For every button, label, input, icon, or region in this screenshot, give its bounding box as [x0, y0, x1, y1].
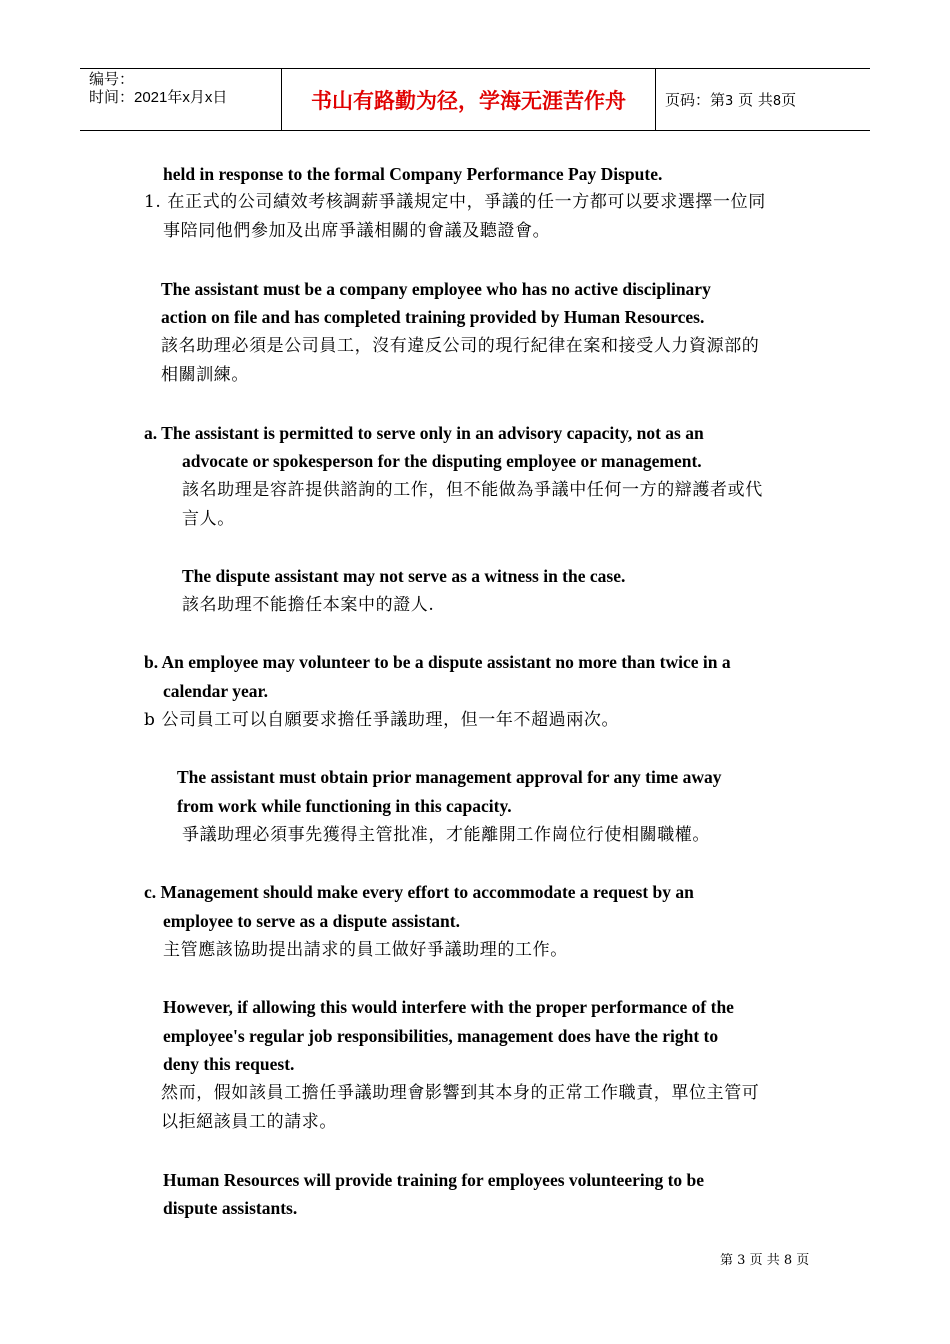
page-total: 8	[772, 94, 782, 109]
text-line: a. The assistant is permitted to serve only in an advisory capacity, not as an	[144, 423, 704, 443]
footer-current: 3	[737, 1253, 746, 1268]
text-line: advocate or spokesperson for the disputing employee or management.	[182, 451, 702, 471]
text-line: 以拒絕該員工的請求。	[161, 1112, 337, 1132]
page-header	[80, 68, 870, 131]
document-time-label: 时间：2021年x月x日	[89, 89, 228, 106]
text-line: c. Management should make every effort to accommodate a request by an	[144, 882, 694, 902]
text-line: The dispute assistant may not serve as a witness in the case.	[182, 566, 626, 586]
text-line: 1. 在正式的公司績效考核調薪爭議規定中，爭議的任一方都可以要求選擇一位同	[144, 192, 766, 212]
page-suffix: 页	[781, 91, 797, 109]
text-line: held in response to the formal Company Performance Pay Dispute.	[163, 164, 663, 184]
text-line: 事陪同他們參加及出席爭議相關的會議及聽證會。	[163, 221, 551, 241]
page-middle: 页 共	[738, 91, 773, 109]
footer-prefix: 第	[720, 1253, 734, 1268]
page-footer	[720, 1249, 809, 1268]
text-line: 主管應該協助提出請求的員工做好爭議助理的工作。	[163, 940, 568, 960]
text-line: dispute assistants.	[163, 1198, 298, 1218]
text-line: deny this request.	[163, 1054, 295, 1074]
header-divider	[655, 69, 656, 130]
header-page-number	[665, 89, 796, 110]
footer-middle: 页 共	[749, 1253, 780, 1268]
text-line: Human Resources will provide training for employees volunteering to be	[163, 1170, 705, 1190]
text-line: from work while functioning in this capacity.	[177, 796, 512, 816]
text-line: 該名助理必須是公司員工，沒有違反公司的現行紀律在案和接受人力資源部的	[161, 336, 760, 356]
text-line: 言人。	[182, 509, 235, 529]
page-current: 3	[725, 94, 734, 109]
text-line: The assistant must be a company employee who has no active disciplinary	[161, 279, 711, 299]
text-line: calendar year.	[163, 681, 268, 701]
text-line: 該名助理不能擔任本案中的證人.	[182, 595, 435, 615]
text-line: However, if allowing this would interfere with the proper performance of the	[163, 997, 734, 1017]
text-line: employee to serve as a dispute assistant.	[163, 911, 460, 931]
footer-total: 8	[783, 1253, 793, 1268]
text-line: The assistant must obtain prior management approval for any time away	[177, 767, 722, 787]
document-number-label: 编号：	[89, 71, 135, 88]
text-line: 爭議助理必須事先獲得主管批准，才能離開工作崗位行使相關職權。	[182, 825, 710, 845]
text-line: 然而，假如該員工擔任爭議助理會影響到其本身的正常工作職責，單位主管可	[161, 1083, 760, 1103]
text-line: 該名助理是容許提供諮詢的工作，但不能做為爭議中任何一方的辯護者或代	[182, 480, 763, 500]
page-prefix: 页码：第	[665, 91, 726, 109]
text-line: b 公司員工可以自願要求擔任爭議助理，但一年不超過兩次。	[144, 710, 620, 730]
header-motto: 书山有路勤为径，学海无涯苦作舟	[311, 89, 626, 113]
text-line: action on file and has completed training provided by Human Resources.	[161, 307, 705, 327]
header-meta	[89, 71, 227, 107]
text-line: employee's regular job responsibilities, management does have the right to	[163, 1026, 719, 1046]
text-line: b. An employee may volunteer to be a dispute assistant no more than twice in a	[144, 652, 731, 672]
footer-suffix: 页	[796, 1253, 810, 1268]
text-line: 相關訓練。	[161, 365, 249, 385]
